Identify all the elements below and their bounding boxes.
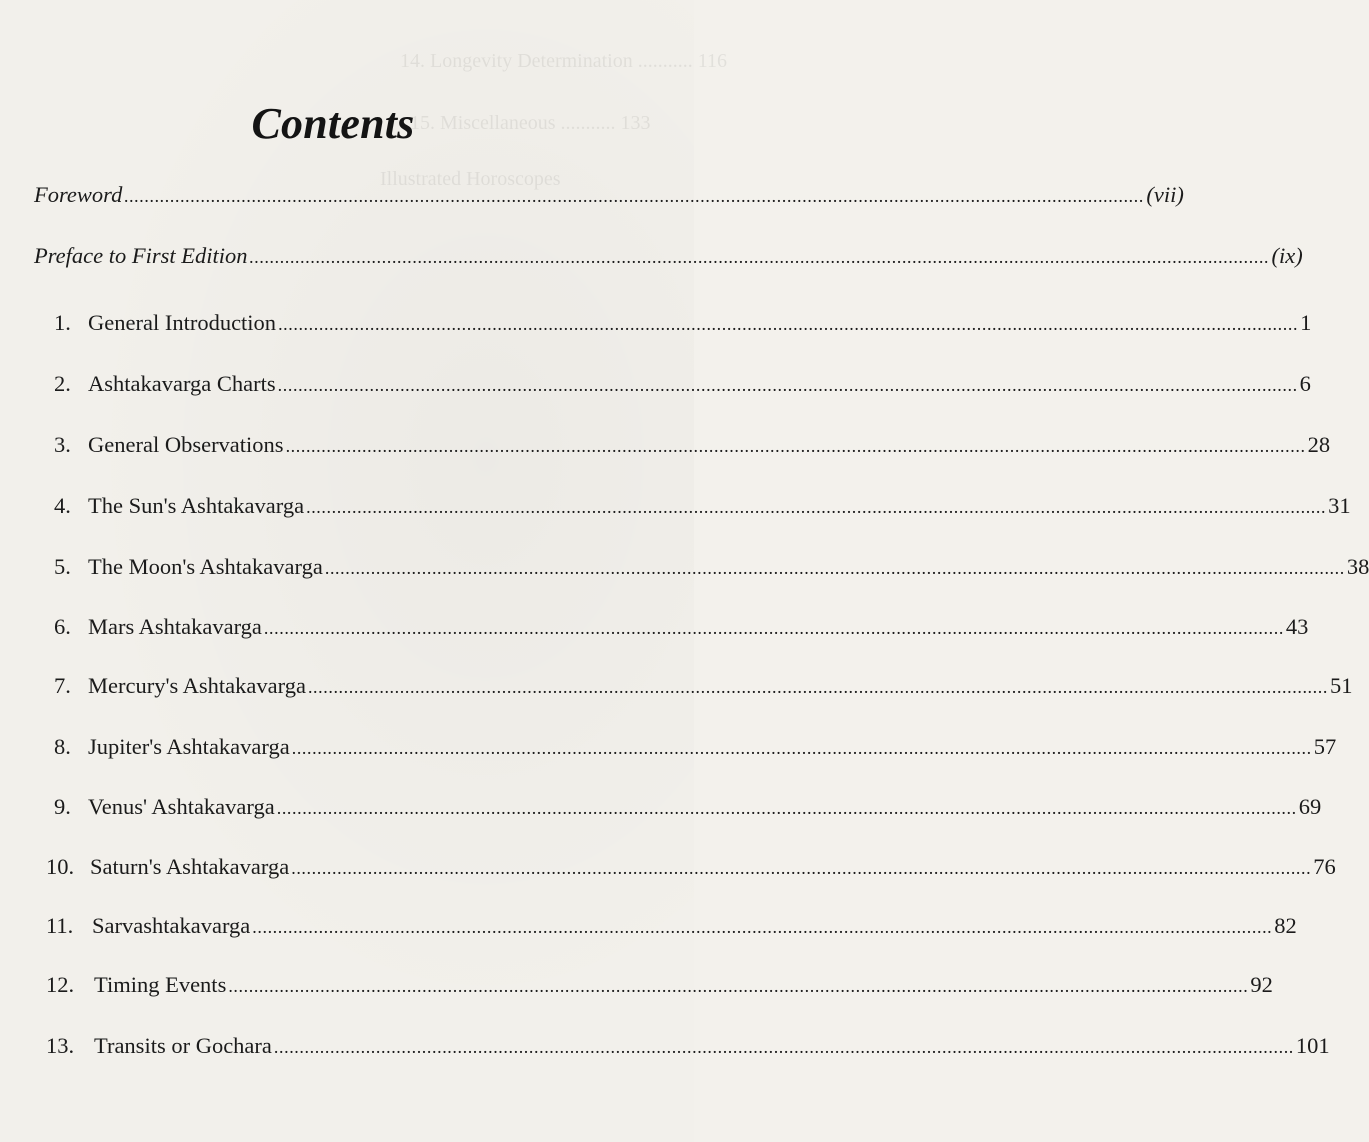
dot-leader: ........................................................................................................................................................................................................ [291,858,1312,878]
toc-entry-label: Ashtakavarga Charts [88,371,276,396]
dot-leader: ........................................................................................................................................................................................................ [285,436,1306,456]
toc-entry-number: 9. [54,794,71,819]
toc-entry-chapter-5[interactable] [54,554,1369,588]
toc-entry-label: Mercury's Ashtakavarga [88,673,306,698]
dot-leader: ........................................................................................................................................................................................................ [276,798,1297,818]
toc-entry-label: The Moon's Ashtakavarga [88,554,323,579]
dot-leader: ........................................................................................................................................................................................................ [263,618,1284,638]
toc-entry-page: 43 [1285,614,1309,639]
toc-entry-chapter-2[interactable] [54,371,1311,405]
toc-entry-chapter-7[interactable] [54,673,1353,707]
toc-entry-number: 11. [46,913,74,938]
bleed-through-text: 15. Miscellaneous ........... 133 [410,112,651,134]
toc-entry-number: 4. [54,493,71,518]
toc-entry-page: 82 [1274,913,1297,938]
toc-entry-label: Foreword [34,182,123,207]
toc-entry-number: 1. [54,310,71,335]
toc-entry-chapter-3[interactable] [54,432,1331,466]
toc-entry-page: 38 [1346,554,1369,579]
bleed-through-text: Illustrated Horoscopes [380,168,561,190]
toc-entry-label: Sarvashtakavarga [92,913,251,938]
toc-entry-number: 10. [46,854,75,879]
toc-entry-page: 28 [1307,432,1331,457]
toc-entry-chapter-13[interactable] [46,1033,1330,1067]
toc-entry-page: 51 [1329,673,1353,698]
dot-leader: ........................................................................................................................................................................................................ [291,738,1312,758]
toc-entry-page: 76 [1313,854,1336,879]
toc-entry-number: 3. [54,432,71,457]
toc-entry-number: 6. [54,614,71,639]
toc-entry-foreword[interactable] [34,182,1184,216]
toc-entry-chapter-10[interactable] [46,854,1336,888]
toc-entry-label: General Observations [88,432,284,457]
dot-leader: ........................................................................................................................................................................................................ [249,247,1270,267]
dot-leader: ........................................................................................................................................................................................................ [278,314,1299,334]
dot-leader: ........................................................................................................................................................................................................ [307,677,1328,697]
toc-entry-chapter-11[interactable] [46,913,1297,947]
toc-entry-number: 13. [46,1033,75,1058]
dot-leader: ........................................................................................................................................................................................................ [124,186,1145,206]
toc-entry-page: 57 [1313,734,1337,759]
contents-heading: Contents [251,99,415,148]
toc-entry-label: Preface to First Edition [34,243,248,268]
toc-entry-label: The Sun's Ashtakavarga [88,493,305,518]
toc-entry-chapter-12[interactable] [46,972,1273,1006]
toc-entry-label: Timing Events [94,972,227,997]
toc-entry-chapter-1[interactable] [54,310,1312,344]
toc-entry-chapter-8[interactable] [54,734,1337,768]
toc-entry-chapter-9[interactable] [54,794,1322,828]
toc-entry-page: 1 [1300,310,1312,335]
dot-leader: ........................................................................................................................................................................................................ [228,976,1249,996]
toc-entry-page: 69 [1298,794,1322,819]
toc-entry-number: 5. [54,554,71,579]
toc-entry-label: Mars Ashtakavarga [88,614,262,639]
toc-entry-label: Venus' Ashtakavarga [88,794,275,819]
dot-leader: ........................................................................................................................................................................................................ [273,1037,1294,1057]
toc-entry-number: 2. [54,371,71,396]
dot-leader: ........................................................................................................................................................................................................ [306,497,1327,517]
toc-entry-number: 12. [46,972,75,997]
toc-entry-page: (ix) [1271,243,1303,268]
toc-entry-chapter-4[interactable] [54,493,1351,527]
toc-entry-label: Jupiter's Ashtakavarga [88,734,290,759]
toc-entry-page: 31 [1328,493,1351,518]
toc-entry-number: 8. [54,734,71,759]
toc-entry-page: 92 [1250,972,1273,997]
toc-entry-label: Transits or Gochara [94,1033,272,1058]
dot-leader: ........................................................................................................................................................................................................ [324,558,1345,578]
toc-entry-number: 7. [54,673,71,698]
dot-leader: ........................................................................................................................................................................................................ [277,375,1298,395]
toc-entry-label: Saturn's Ashtakavarga [90,854,290,879]
toc-entry-preface[interactable] [34,243,1303,277]
dot-leader: ........................................................................................................................................................................................................ [252,917,1273,937]
toc-entry-page: (vii) [1146,182,1184,207]
bleed-through-text: 14. Longevity Determination ........... 116 [400,50,727,72]
toc-entry-page: 101 [1295,1033,1330,1058]
toc-entry-page: 6 [1299,371,1311,396]
toc-entry-label: General Introduction [88,310,277,335]
toc-entry-chapter-6[interactable] [54,614,1309,648]
